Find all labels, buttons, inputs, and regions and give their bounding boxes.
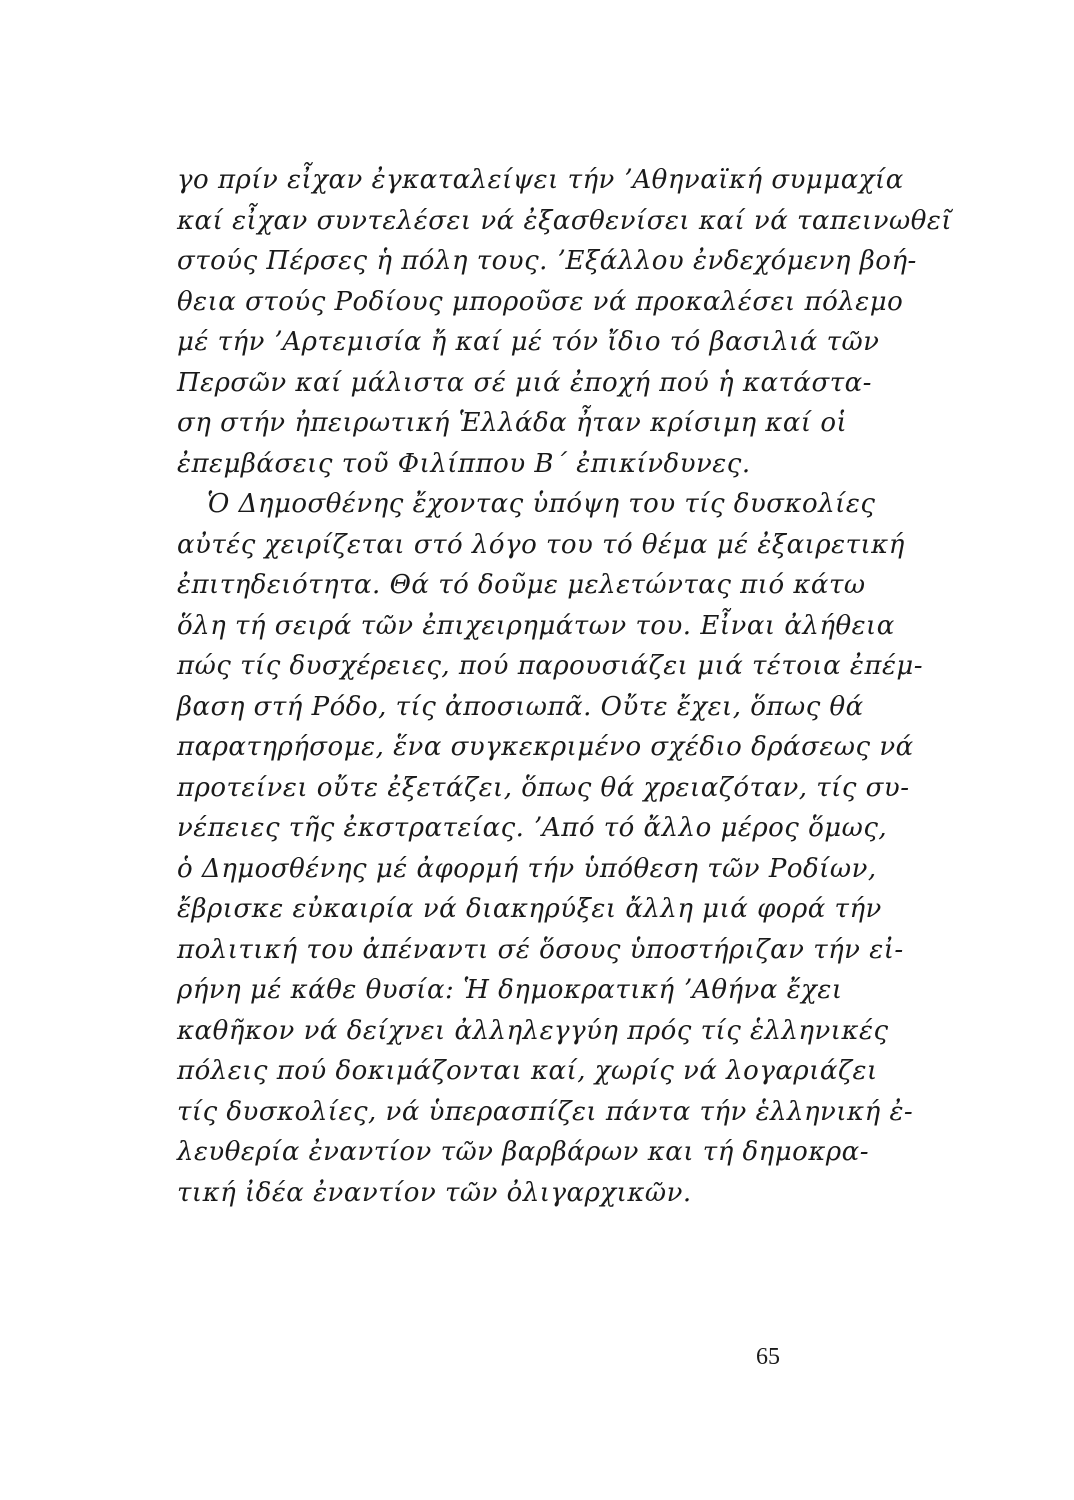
text-line: νέπειες τῆς ἐκστρατείας. ʼΑπό τό ἄλλο μέρος ὅμως, [177, 813, 888, 843]
text-line: βαση στή Ρόδο, τίς ἀποσιωπᾶ. Οὔτε ἔχει, ὅπως θά [177, 691, 864, 722]
text-line: Ὁ Δημοσθένης ἔχοντας ὑπόψη του τίς δυσκολίες [207, 489, 876, 519]
text-line: λευθερία ἐναντίον τῶν βαρβάρων και τή δημοκρα- [177, 1137, 869, 1167]
page-number: 65 [756, 1344, 780, 1370]
text-line: καθῆκον νά δείχνει ἀλληλεγγύη πρός τίς ἑλληνικές [177, 1015, 889, 1046]
text-line: προτείνει οὔτε ἐξετάζει, ὅπως θά χρειαζόταν, τίς συ- [177, 772, 910, 803]
text-line: γο πρίν εἶχαν ἐγκαταλείψει τήν ʼΑθηναϊκή συμμαχία [177, 165, 904, 195]
text-line: πόλεις πού δοκιμάζονται καί, χωρίς νά λογαριάζει [177, 1056, 878, 1086]
text-line: θεια στούς Ροδίους μποροῦσε νά προκαλέσει πόλεμο [177, 286, 904, 317]
text-line: παρατηρήσομε, ἕνα συγκεκριμένο σχέδιο δράσεως νά [177, 732, 914, 762]
text-line: ὅλη τή σειρά τῶν ἐπιχειρημάτων του. Εἶναι ἀλήθεια [177, 610, 895, 641]
body-text [177, 160, 953, 1213]
text-line: Περσῶν καί μάλιστα σέ μιά ἐποχή πού ἡ κατάστα- [177, 367, 872, 398]
text-line: ρήνη μέ κάθε θυσία: Ἡ δημοκρατική ʼΑθήνα ἔχει [177, 975, 843, 1005]
text-line: πώς τίς δυσχέρειες, πού παρουσιάζει μιά τέτοια ἐπέμ- [177, 651, 924, 681]
text-line: τική ἰδέα ἐναντίον τῶν ὀλιγαρχικῶν. [177, 1177, 692, 1208]
text-line: ἐπιτηδειότητα. Θά τό δοῦμε μελετώντας πιό κάτω [177, 570, 866, 600]
text-line: ἔβρισκε εὐκαιρία νά διακηρύξει ἄλλη μιά φορά τήν [177, 894, 882, 924]
text-line: πολιτική του ἀπέναντι σέ ὅσους ὑποστήριζαν τήν εἰ- [177, 934, 904, 965]
text-line: ἐπεμβάσεις τοῦ Φιλίππου Β΄ ἐπικίνδυνες. [177, 448, 751, 479]
text-line: ση στήν ἠπειρωτική Ἑλλάδα ἦταν κρίσιμη καί οἱ [177, 408, 848, 438]
text-line: μέ τήν ʼΑρτεμισία ἤ καί μέ τόν ἴδιο τό βασιλιά τῶν [177, 327, 880, 357]
text-line: στούς Πέρσες ἡ πόλη τους. ʼΕξάλλου ἐνδεχόμενη βοή- [177, 246, 917, 276]
text-line: καί εἶχαν συντελέσει νά ἐξασθενίσει καί νά ταπεινωθεῖ [177, 205, 953, 236]
text-line: αὐτές χειρίζεται στό λόγο του τό θέμα μέ ἐξαιρετική [177, 529, 905, 560]
text-line: τίς δυσκολίες, νά ὑπερασπίζει πάντα τήν ἑλληνική ἐ- [177, 1096, 914, 1127]
text-line: ὁ Δημοσθένης μέ ἀφορμή τήν ὑπόθεση τῶν Ροδίων, [177, 853, 877, 884]
